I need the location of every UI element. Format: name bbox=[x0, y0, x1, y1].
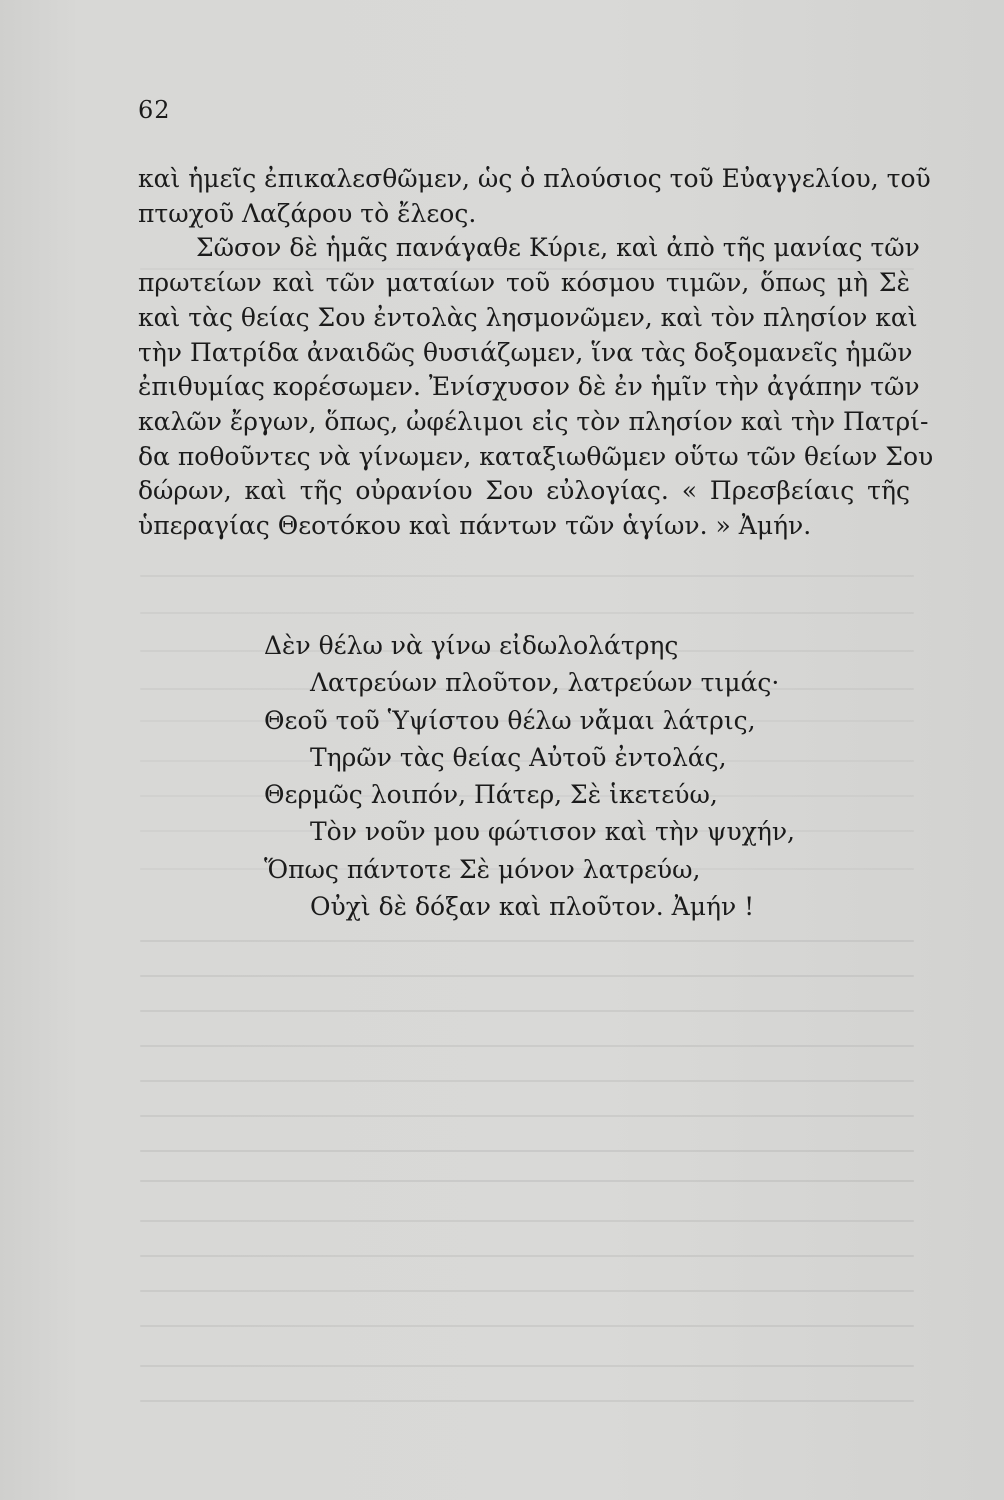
bleed-through-line bbox=[140, 1220, 914, 1222]
bleed-through-line bbox=[140, 1325, 914, 1327]
bleed-through-line bbox=[140, 1290, 914, 1292]
bleed-through-line bbox=[140, 575, 914, 577]
bleed-through-line bbox=[140, 612, 914, 614]
prose-line: Σῶσον δὲ ἡμᾶς πανάγαθε Κύριε, καὶ ἀπὸ τῆς μανίας τῶν bbox=[196, 233, 920, 263]
prose-line: ὑπεραγίας Θεοτόκου καὶ πάντων τῶν ἁγίων. » Ἀμήν. bbox=[138, 511, 812, 541]
verse-line: Ὅπως πάντοτε Σὲ μόνον λατρεύω, bbox=[264, 854, 701, 884]
bleed-through-line bbox=[140, 1180, 914, 1182]
verse-line: Θερμῶς λοιπόν, Πάτερ, Σὲ ἱκετεύω, bbox=[264, 780, 718, 810]
verse-line: Δὲν θέλω νὰ γίνω εἰδωλολάτρης bbox=[264, 631, 679, 660]
prose-line: τὴν Πατρίδα ἀναιδῶς θυσιάζωμεν, ἵνα τὰς δοξομανεῖς ἡμῶν bbox=[138, 337, 913, 367]
bleed-through-line bbox=[140, 1255, 914, 1257]
prose-line: καὶ ἡμεῖς ἐπικαλεσθῶμεν, ὡς ὁ πλούσιος τοῦ Εὐαγγελίου, τοῦ bbox=[138, 164, 931, 193]
prose-line: ἐπιθυμίας κορέσωμεν. Ἐνίσχυσον δὲ ἐν ἡμῖν τὴν ἀγάπην τῶν bbox=[138, 372, 920, 402]
verse-line: Θεοῦ τοῦ Ὑψίστου θέλω νἄμαι λάτρις, bbox=[264, 705, 756, 735]
prose-line: πτωχοῦ Λαζάρου τὸ ἔλεος. bbox=[138, 198, 477, 228]
bleed-through-line bbox=[140, 1400, 914, 1402]
bleed-through-line bbox=[140, 1150, 914, 1152]
verse-poem bbox=[264, 627, 795, 925]
bleed-through-line bbox=[140, 975, 914, 977]
prose-line: καὶ τὰς θείας Σου ἐντολὰς λησμονῶμεν, καὶ τὸν πλησίον καὶ bbox=[138, 302, 918, 332]
prose-line: δα ποθοῦντες νὰ γίνωμεν, καταξιωθῶμεν οὕτω τῶν θείων Σου bbox=[138, 441, 934, 471]
bleed-through-line bbox=[140, 1365, 914, 1367]
prose-line: καλῶν ἔργων, ὅπως, ὠφέλιμοι εἰς τὸν πλησίον καὶ τὴν Πατρί- bbox=[138, 406, 929, 436]
bleed-through-line bbox=[140, 1080, 914, 1082]
verse-line: Τὸν νοῦν μου φώτισον καὶ τὴν ψυχήν, bbox=[310, 817, 795, 847]
bleed-through-line bbox=[140, 1115, 914, 1117]
verse-line: Οὐχὶ δὲ δόξαν καὶ πλοῦτον. Ἀμήν ! bbox=[310, 892, 755, 922]
verse-line: Τηρῶν τὰς θείας Αὐτοῦ ἐντολάς, bbox=[310, 742, 727, 772]
prose-line: δώρων, καὶ τῆς οὐρανίου Σου εὐλογίας. « Πρεσβείαις τῆς bbox=[138, 476, 910, 506]
prose-paragraphs bbox=[138, 162, 934, 544]
bleed-through-line bbox=[140, 940, 914, 942]
page-number: 62 bbox=[138, 96, 171, 124]
bleed-through-line bbox=[140, 1010, 914, 1012]
prose-line: πρωτείων καὶ τῶν ματαίων τοῦ κόσμου τιμῶν, ὅπως μὴ Σὲ bbox=[138, 268, 910, 298]
bleed-through-line bbox=[140, 1045, 914, 1047]
verse-line: Λατρεύων πλοῦτον, λατρεύων τιμάς· bbox=[310, 668, 780, 698]
